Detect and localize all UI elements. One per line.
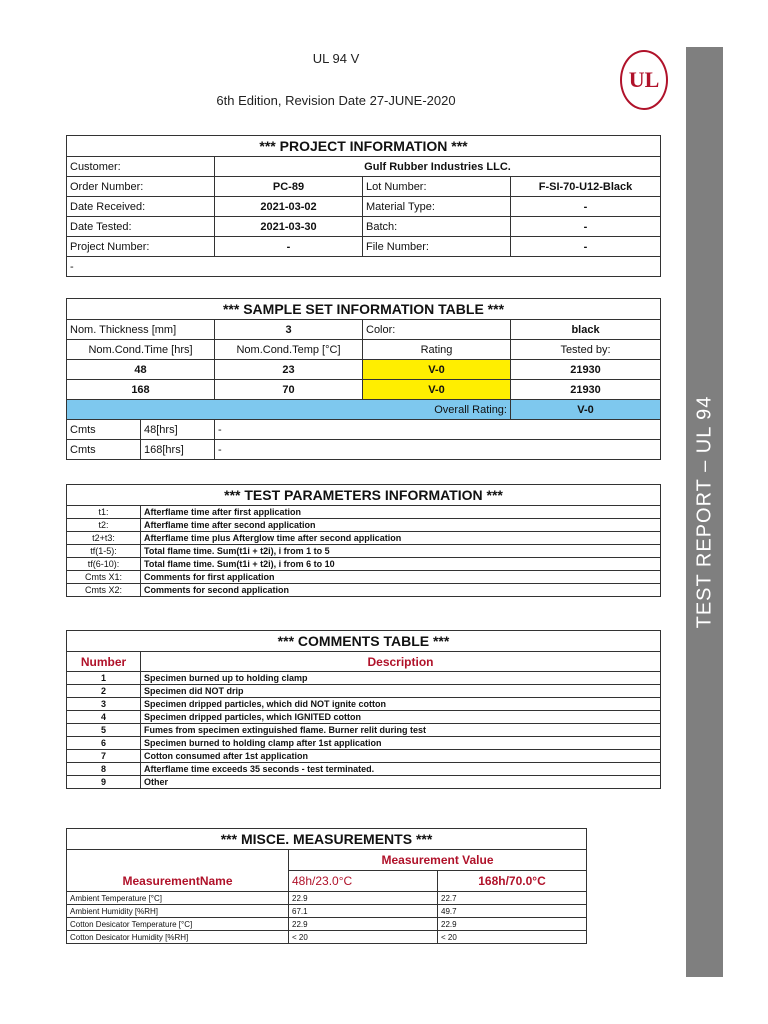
cmts-label: Cmts — [67, 440, 141, 460]
table-row — [67, 685, 661, 698]
table-row — [67, 750, 661, 763]
lot-value: F-SI-70-U12-Black — [511, 177, 661, 197]
table-row — [67, 380, 661, 400]
table-row — [67, 558, 661, 571]
comment-desc: Specimen dripped particles, which did NOT ignite cotton — [141, 698, 661, 711]
value-168h: 22.9 — [438, 918, 587, 931]
table-row — [67, 532, 661, 545]
comment-number: 8 — [67, 763, 141, 776]
sidebar-band — [686, 47, 723, 977]
batch-value: - — [511, 217, 661, 237]
header-168h: 168h/70.0°C — [438, 871, 587, 892]
lot-label: Lot Number: — [363, 177, 511, 197]
comment-desc: Other — [141, 776, 661, 789]
measurement-value-header: Measurement Value — [289, 850, 587, 871]
comment-desc: Fumes from specimen extinguished flame. Burner relit during test — [141, 724, 661, 737]
overall-rating-value: V-0 — [511, 400, 661, 420]
table-row — [67, 698, 661, 711]
value-168h: < 20 — [438, 931, 587, 944]
received-label: Date Received: — [67, 197, 215, 217]
table-row — [67, 905, 587, 918]
rating-header: Rating — [363, 340, 511, 360]
tested-by-value: 21930 — [511, 380, 661, 400]
file-number-value: - — [511, 237, 661, 257]
param-desc: Comments for second application — [141, 584, 661, 597]
comment-number: 9 — [67, 776, 141, 789]
table-row — [67, 506, 661, 519]
table-row — [67, 360, 661, 380]
table-row — [67, 776, 661, 789]
cond-time-value: 48 — [67, 360, 215, 380]
measurement-name: Ambient Temperature [°C] — [67, 892, 289, 905]
test-parameters-table — [66, 484, 661, 597]
table-row — [67, 737, 661, 750]
project-number-value: - — [215, 237, 363, 257]
cmts-hours: 48[hrs] — [141, 420, 215, 440]
value-48h: 22.9 — [289, 918, 438, 931]
file-number-label: File Number: — [363, 237, 511, 257]
param-desc: Total flame time. Sum(t1i + t2i), i from 1 to 5 — [141, 545, 661, 558]
thickness-label: Nom. Thickness [mm] — [67, 320, 215, 340]
table-row — [67, 420, 661, 440]
value-168h: 22.7 — [438, 892, 587, 905]
tested-value: 2021-03-30 — [215, 217, 363, 237]
table-row — [67, 545, 661, 558]
misc-measurements-table — [66, 828, 587, 944]
tested-by-value: 21930 — [511, 360, 661, 380]
table-row — [67, 763, 661, 776]
param-desc: Comments for first application — [141, 571, 661, 584]
value-48h: 67.1 — [289, 905, 438, 918]
measurement-name: Ambient Humidity [%RH] — [67, 905, 289, 918]
header-48h: 48h/23.0°C — [289, 871, 438, 892]
comment-desc: Specimen burned up to holding clamp — [141, 672, 661, 685]
batch-label: Batch: — [363, 217, 511, 237]
tested-label: Date Tested: — [67, 217, 215, 237]
param-key: tf(1-5): — [67, 545, 141, 558]
value-48h: 22.9 — [289, 892, 438, 905]
param-key: t2+t3: — [67, 532, 141, 545]
customer-value: Gulf Rubber Industries LLC. — [215, 157, 661, 177]
table-row — [67, 672, 661, 685]
project-info-table — [66, 135, 661, 277]
tested-by-header: Tested by: — [511, 340, 661, 360]
cond-time-header: Nom.Cond.Time [hrs] — [67, 340, 215, 360]
table-row — [67, 931, 587, 944]
number-header: Number — [67, 652, 141, 672]
overall-rating-label: Overall Rating: — [67, 400, 511, 420]
param-key: Cmts X2: — [67, 584, 141, 597]
order-value: PC-89 — [215, 177, 363, 197]
table-row — [67, 440, 661, 460]
comment-number: 6 — [67, 737, 141, 750]
sample-set-title: *** SAMPLE SET INFORMATION TABLE *** — [67, 299, 661, 320]
value-168h: 49.7 — [438, 905, 587, 918]
cond-temp-value: 23 — [215, 360, 363, 380]
comment-number: 4 — [67, 711, 141, 724]
rating-value: V-0 — [363, 360, 511, 380]
comment-number: 3 — [67, 698, 141, 711]
param-desc: Total flame time. Sum(t1i + t2i), i from 6 to 10 — [141, 558, 661, 571]
value-48h: < 20 — [289, 931, 438, 944]
test-parameters-title: *** TEST PARAMETERS INFORMATION *** — [67, 485, 661, 506]
received-value: 2021-03-02 — [215, 197, 363, 217]
rating-value: V-0 — [363, 380, 511, 400]
edition-line: 6th Edition, Revision Date 27-JUNE-2020 — [216, 93, 456, 108]
comment-desc: Specimen did NOT drip — [141, 685, 661, 698]
table-row — [67, 571, 661, 584]
comment-number: 7 — [67, 750, 141, 763]
comment-desc: Specimen dripped particles, which IGNITED cotton — [141, 711, 661, 724]
material-label: Material Type: — [363, 197, 511, 217]
param-key: t2: — [67, 519, 141, 532]
color-label: Color: — [363, 320, 511, 340]
sidebar-title: TEST REPORT – UL 94 — [693, 395, 715, 629]
comment-number: 1 — [67, 672, 141, 685]
cmts-label: Cmts — [67, 420, 141, 440]
param-key: Cmts X1: — [67, 571, 141, 584]
sample-set-table — [66, 298, 661, 460]
project-number-label: Project Number: — [67, 237, 215, 257]
table-row — [67, 892, 587, 905]
comment-number: 5 — [67, 724, 141, 737]
measurement-name: Cotton Desicator Temperature [°C] — [67, 918, 289, 931]
measurement-name-header: MeasurementName — [67, 871, 289, 892]
customer-label: Customer: — [67, 157, 215, 177]
table-row — [67, 711, 661, 724]
ul-logo: UL — [620, 50, 668, 110]
comment-desc: Afterflame time exceeds 35 seconds - test terminated. — [141, 763, 661, 776]
cond-temp-header: Nom.Cond.Temp [°C] — [215, 340, 363, 360]
param-key: tf(6-10): — [67, 558, 141, 571]
comment-desc: Cotton consumed after 1st application — [141, 750, 661, 763]
comment-desc: Specimen burned to holding clamp after 1st application — [141, 737, 661, 750]
thickness-value: 3 — [215, 320, 363, 340]
cond-time-value: 168 — [67, 380, 215, 400]
param-desc: Afterflame time plus Afterglow time after second application — [141, 532, 661, 545]
color-value: black — [511, 320, 661, 340]
param-desc: Afterflame time after second application — [141, 519, 661, 532]
project-info-title: *** PROJECT INFORMATION *** — [67, 136, 661, 157]
table-row — [67, 918, 587, 931]
misc-blank-cell — [67, 850, 289, 871]
cmts-text: - — [215, 420, 661, 440]
cond-temp-value: 70 — [215, 380, 363, 400]
table-row — [67, 584, 661, 597]
measurement-name: Cotton Desicator Humidity [%RH] — [67, 931, 289, 944]
order-label: Order Number: — [67, 177, 215, 197]
comment-number: 2 — [67, 685, 141, 698]
cmts-hours: 168[hrs] — [141, 440, 215, 460]
project-note: - — [67, 257, 661, 277]
misc-title: *** MISCE. MEASUREMENTS *** — [67, 829, 587, 850]
standard-title: UL 94 V — [312, 51, 360, 66]
material-value: - — [511, 197, 661, 217]
param-desc: Afterflame time after first application — [141, 506, 661, 519]
table-row — [67, 724, 661, 737]
param-key: t1: — [67, 506, 141, 519]
table-row — [67, 519, 661, 532]
comments-title: *** COMMENTS TABLE *** — [67, 631, 661, 652]
comments-table — [66, 630, 661, 789]
description-header: Description — [141, 652, 661, 672]
cmts-text: - — [215, 440, 661, 460]
